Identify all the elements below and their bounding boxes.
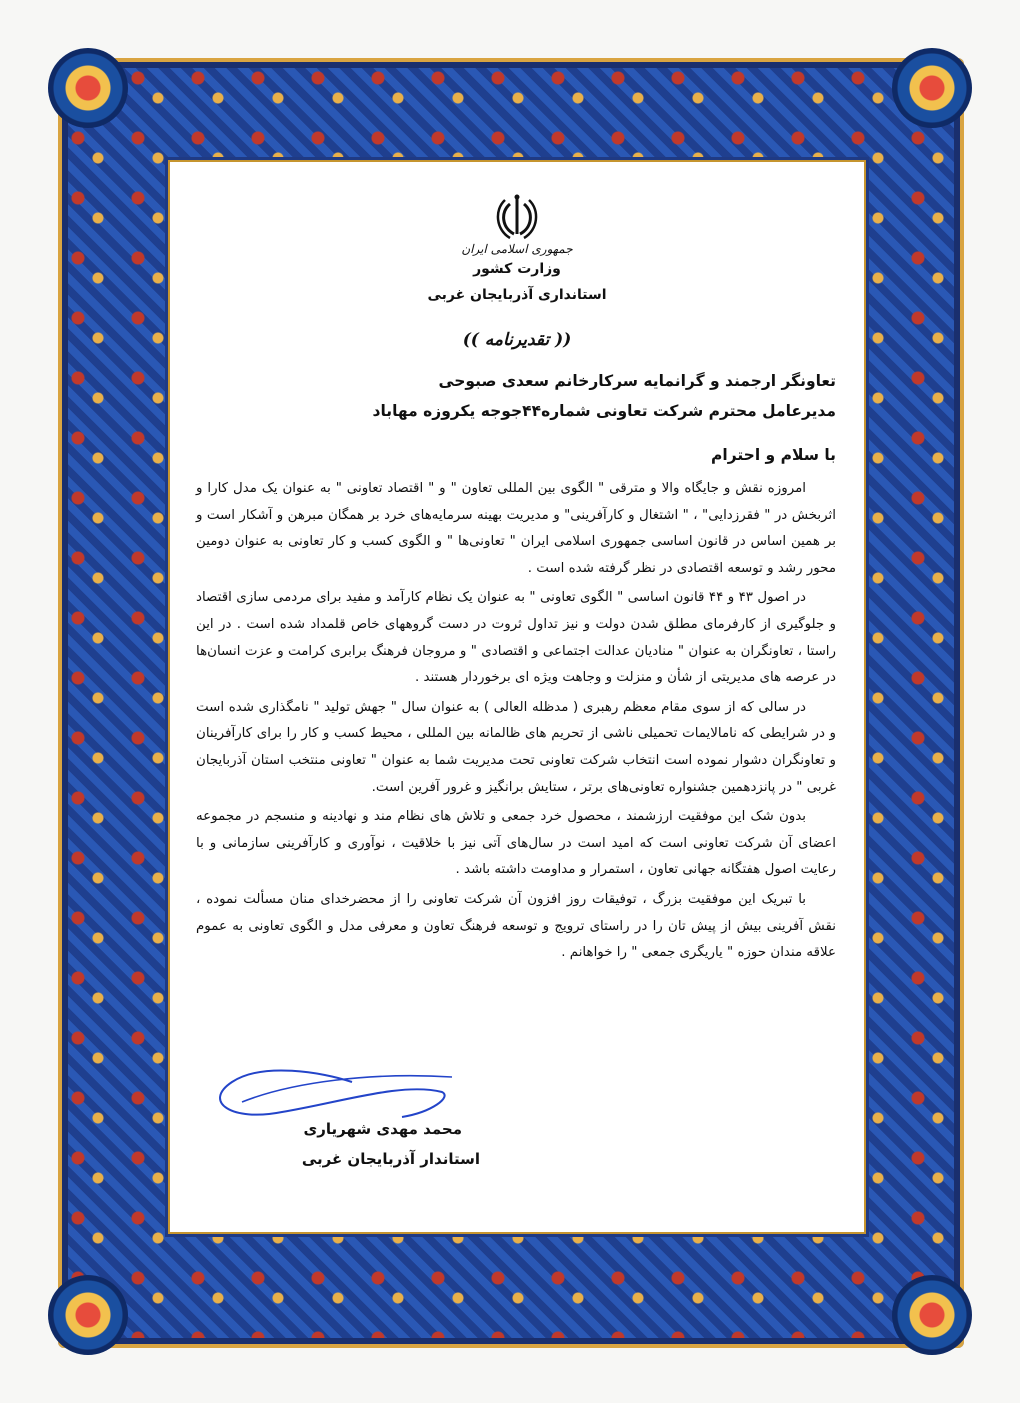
letter-body: [196, 476, 836, 970]
certificate-page: [168, 160, 866, 1234]
border-medallion-top-right: [892, 48, 972, 128]
recipient-line-1: تعاونگر ارجمند و گرانمایه سرکارخانم سعدی صبوحی: [438, 372, 836, 390]
signer-name: محمد مهدی شهریاری: [303, 1120, 462, 1138]
paragraph-4: بدون شک این موفقیت ارزشمند ، محصول خرد جمعی و تلاش های نظام مند و نهادینه و منسجم در مجموعه اعضای آن شرکت تعاونی است که امید است در سال‌های آتی نیز با خلاقیت ، نوآوری و کارآفرینی سازمانی و با رعایت اصول هفتگانه جهانی تعاون ، استمرار و مداومت داشته باشد .: [196, 809, 836, 878]
province-office: استانداری آذربایجان غربی: [427, 287, 607, 303]
border-medallion-bottom-right: [892, 1275, 972, 1355]
paragraph-2: در اصول ۴۳ و ۴۴ قانون اساسی " الگوی تعاونی " به عنوان یک نظام کارآمد و مفید برای مردمی سازی اقتصاد و جلوگیری از کارفرمای مطلق شدن دولت و نیز تداول ثروت در دست گروههای خاص قلمداد شده است . در این راستا ، تعاونگران به عنوان " منادیان عدالت اجتماعی و اقتصادی " و مروجان فرهنگ برابری کرامت و عزت انسان‌ها در عرصه های مدیریتی از شأن و منزلت و وجاهت ویژه ای برخوردار هستند .: [196, 590, 836, 686]
signer-title: استاندار آذربایجان غربی: [301, 1150, 480, 1168]
greeting: با سلام و احترام: [711, 446, 836, 464]
document-title: (( تقدیرنامه )): [462, 330, 572, 350]
certificate-content: [170, 162, 864, 1232]
iran-emblem-icon: [492, 192, 542, 242]
recipient-line-2: مدیرعامل محترم شرکت تعاونی شماره۴۴جوجه یکروزه مهاباد: [372, 402, 836, 420]
ministry-name: وزارت کشور: [473, 261, 561, 277]
border-medallion-top-left: [48, 48, 128, 128]
paragraph-3: در سالی که از سوی مقام معظم رهبری ( مدظله العالی ) به عنوان سال " جهش تولید " نامگذاری شده است و در شرایطی که نامالایمات تحمیلی ناشی از تحریم های ظالمانه بین المللی ، محیط کسب و کار را برای کارآفرینان و تعاونگران دشوار نموده است انتخاب شرکت تعاونی تحت مدیریت شما به عنوان " تعاونی منتخب استان آذربایجان غربی " در پانزدهمین جشنواره تعاونی‌های برتر ، ستایش برانگیز و غرور آفرین است.: [196, 699, 836, 795]
emblem-caption: جمهوری اسلامی ایران: [461, 242, 573, 256]
paragraph-1: امروزه نقش و جایگاه والا و مترقی " الگوی بین المللی تعاون " و " اقتصاد تعاونی " به عنوان یک مدل کارا و اثربخش در " فقرزدایی" ، " اشتغال و کارآفرینی" و مدیریت بهینه سرمایه‌های خرد بر همگان مبرهن و آشکار است و بر همین اساس در قانون اساسی جمهوری اسلامی ایران " تعاونی‌ها " و الگوی کسب و کار تعاونی به عنوان دومین محور رشد و توسعه اقتصادی در نظر گرفته شده است .: [196, 481, 836, 576]
handwritten-signature: [202, 1042, 462, 1162]
paragraph-5: با تبریک این موفقیت بزرگ ، توفیقات روز افزون آن شرکت تعاونی را از محضرخدای منان مسألت نموده ، نقش آفرینی بیش از پیش تان را در راستای ترویج و توسعه فرهنگ تعاون و معرفی مدل و الگوی تعاونی به عموم علاقه مندان حوزه " یاریگری جمعی " را خواهانم .: [196, 891, 836, 961]
border-medallion-bottom-left: [48, 1275, 128, 1355]
